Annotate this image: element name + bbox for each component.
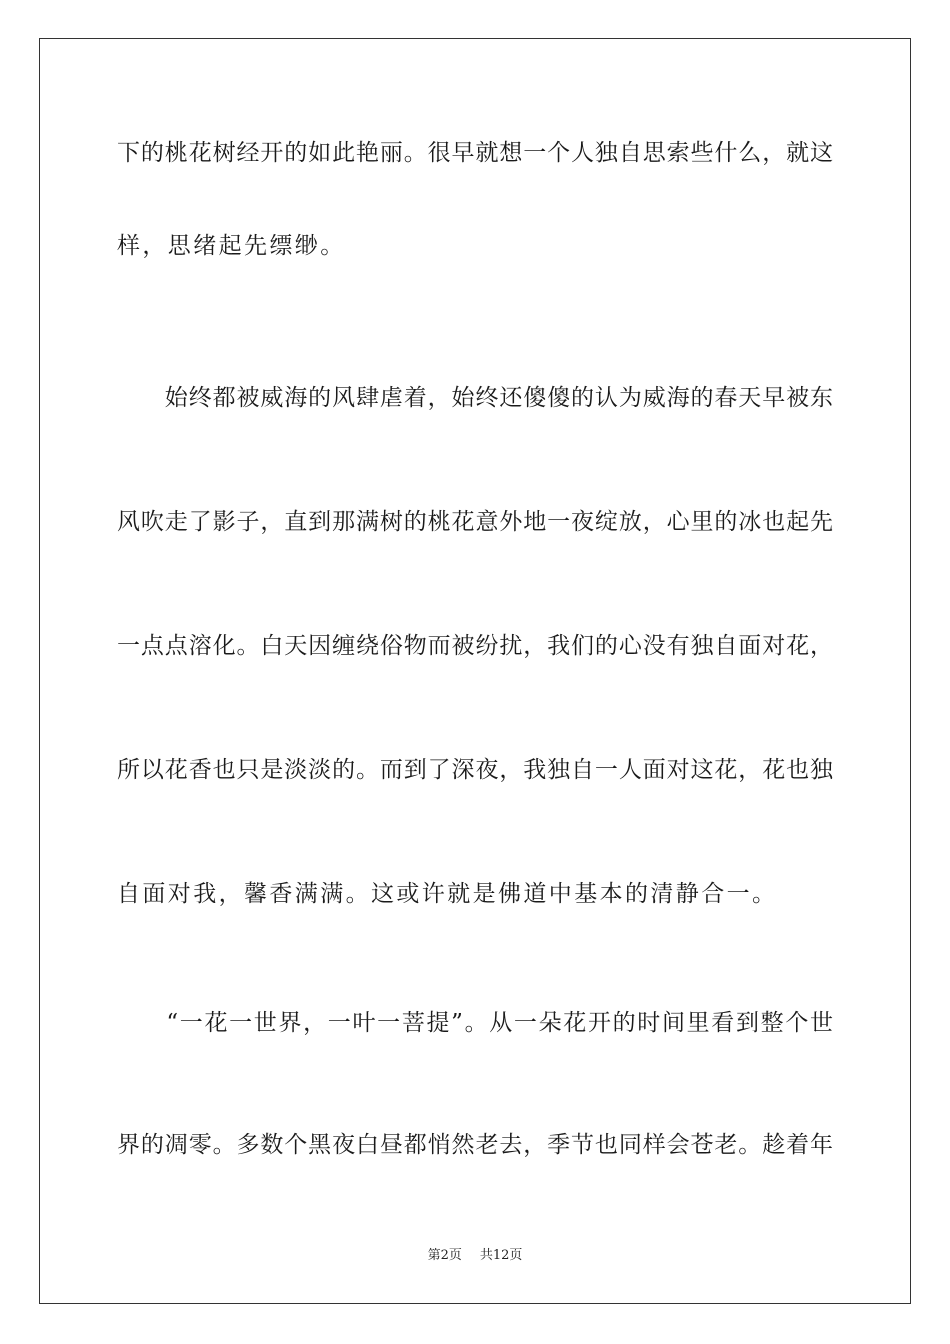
text-line: 界的凋零。多数个黑夜白昼都悄然老去，季节也同样会苍老。趁着年 xyxy=(117,1132,833,1158)
page-border xyxy=(39,38,911,1304)
text-line: 样，思绪起先缥缈。 xyxy=(117,233,346,259)
text-line: 一点点溶化。白天因缠绕俗物而被纷扰，我们的心没有独自面对花， xyxy=(117,633,833,659)
text-line: “一花一世界，一叶一菩提”。从一朵花开的时间里看到整个世 xyxy=(117,1010,833,1036)
text-line: 所以花香也只是淡淡的。而到了深夜，我独自一人面对这花，花也独 xyxy=(117,757,833,783)
page-number: 第2页 xyxy=(427,1248,462,1263)
text-line: 自面对我，馨香满满。这或许就是佛道中基本的清静合一。 xyxy=(117,881,778,907)
text-line: 风吹走了影子，直到那满树的桃花意外地一夜绽放，心里的冰也起先 xyxy=(117,509,833,535)
page-footer xyxy=(0,1248,950,1264)
page-total: 共12页 xyxy=(479,1248,523,1263)
text-line: 下的桃花树经开的如此艳丽。很早就想一个人独自思索些什么，就这 xyxy=(117,140,833,166)
text-line: 始终都被威海的风肆虐着，始终还傻傻的认为威海的春天早被东 xyxy=(117,385,833,411)
